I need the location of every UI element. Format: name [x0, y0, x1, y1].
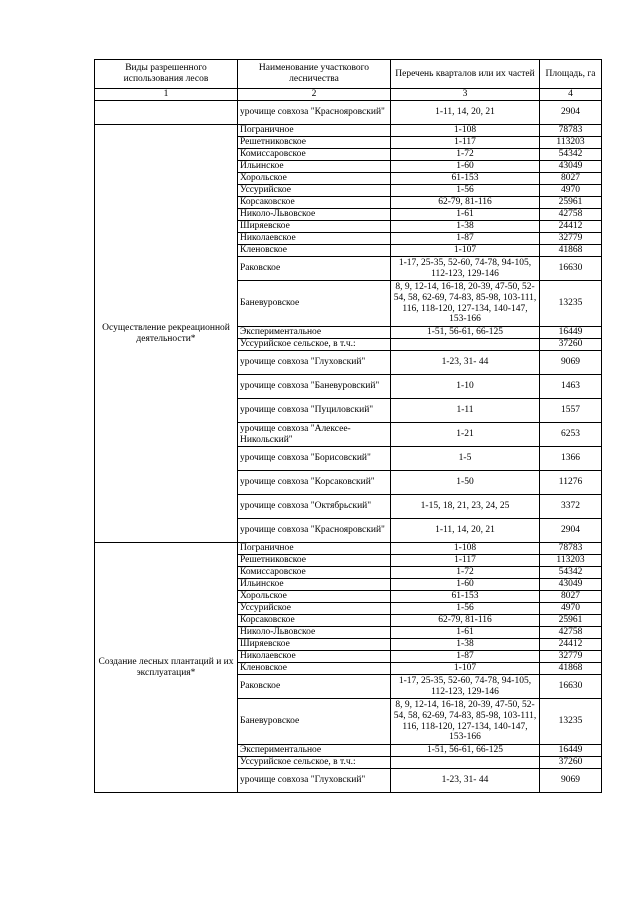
area-cell: 16630 [540, 675, 602, 699]
quarters-cell [391, 757, 540, 769]
quarters-cell: 1-60 [391, 579, 540, 591]
forestry-name-cell: Ширяевское [238, 639, 391, 651]
forestry-name-cell: Ширяевское [238, 221, 391, 233]
forestry-name-cell: Пограничное [238, 543, 391, 555]
quarters-cell: 1-21 [391, 423, 540, 447]
quarters-cell: 1-107 [391, 245, 540, 257]
quarters-cell: 62-79, 81-116 [391, 615, 540, 627]
area-cell: 78783 [540, 125, 602, 137]
forestry-name-cell: урочище совхоза "Корсаковский" [238, 471, 391, 495]
quarters-cell: 1-108 [391, 125, 540, 137]
quarters-cell: 1-61 [391, 627, 540, 639]
forestry-name-cell: урочище совхоза "Алексее-Никольский" [238, 423, 391, 447]
forestry-name-cell: Николо-Львовское [238, 627, 391, 639]
quarters-cell: 1-38 [391, 639, 540, 651]
forestry-name-cell: Николаевское [238, 233, 391, 245]
forestry-name-cell: урочище совхоза "Глуховский" [238, 351, 391, 375]
area-cell: 54342 [540, 149, 602, 161]
forestry-name-cell: Уссурийское сельское, в т.ч.: [238, 339, 391, 351]
quarters-cell: 61-153 [391, 591, 540, 603]
quarters-cell: 1-51, 56-61, 66-125 [391, 745, 540, 757]
quarters-cell: 62-79, 81-116 [391, 197, 540, 209]
quarters-cell: 1-50 [391, 471, 540, 495]
quarters-cell: 1-117 [391, 555, 540, 567]
area-cell: 42758 [540, 209, 602, 221]
area-cell: 24412 [540, 221, 602, 233]
area-cell: 42758 [540, 627, 602, 639]
header-use-type: Виды разрешенного использования лесов [95, 60, 238, 89]
quarters-cell: 1-61 [391, 209, 540, 221]
area-cell: 16449 [540, 745, 602, 757]
use-type-cell [95, 101, 238, 125]
forestry-name-cell: Кленовское [238, 245, 391, 257]
area-cell: 25961 [540, 615, 602, 627]
quarters-cell: 1-11 [391, 399, 540, 423]
quarters-cell: 1-60 [391, 161, 540, 173]
quarters-cell: 8, 9, 12-14, 16-18, 20-39, 47-50, 52-54, 58, 62-69, 74-83, 85-98, 103-111, 116, 118-120, 127-134, 140-147, 153-166 [391, 281, 540, 327]
use-type-cell: Создание лесных плантаций и их эксплуатация* [95, 543, 238, 793]
area-cell: 4970 [540, 185, 602, 197]
table-body [95, 101, 602, 793]
column-number: 3 [391, 89, 540, 101]
quarters-cell: 1-72 [391, 567, 540, 579]
forestry-name-cell: Баневуровское [238, 699, 391, 745]
forestry-name-cell: Кленовское [238, 663, 391, 675]
column-number: 4 [540, 89, 602, 101]
quarters-cell: 1-87 [391, 233, 540, 245]
quarters-cell: 1-17, 25-35, 52-60, 74-78, 94-105, 112-123, 129-146 [391, 257, 540, 281]
area-cell: 16449 [540, 327, 602, 339]
forestry-name-cell: урочище совхоза "Октябрьский" [238, 495, 391, 519]
header-row [95, 60, 602, 89]
area-cell: 24412 [540, 639, 602, 651]
area-cell: 32779 [540, 651, 602, 663]
area-cell: 43049 [540, 161, 602, 173]
quarters-cell: 1-107 [391, 663, 540, 675]
area-cell: 78783 [540, 543, 602, 555]
forestry-name-cell: Решетниковское [238, 555, 391, 567]
quarters-cell: 1-23, 31- 44 [391, 769, 540, 793]
quarters-cell: 1-87 [391, 651, 540, 663]
area-cell: 1557 [540, 399, 602, 423]
forestry-name-cell: урочище совхоза "Краснояровский" [238, 519, 391, 543]
area-cell: 32779 [540, 233, 602, 245]
area-cell: 3372 [540, 495, 602, 519]
forestry-name-cell: Раковское [238, 675, 391, 699]
quarters-cell: 1-38 [391, 221, 540, 233]
forestry-name-cell: Комиссаровское [238, 149, 391, 161]
forest-use-table [94, 59, 602, 793]
area-cell: 9069 [540, 769, 602, 793]
forestry-name-cell: урочище совхоза "Пуциловский" [238, 399, 391, 423]
area-cell: 2904 [540, 101, 602, 125]
forestry-name-cell: урочище совхоза "Баневуровский" [238, 375, 391, 399]
forestry-name-cell: Баневуровское [238, 281, 391, 327]
quarters-cell: 1-11, 14, 20, 21 [391, 519, 540, 543]
forestry-name-cell: Корсаковское [238, 615, 391, 627]
quarters-cell: 1-56 [391, 185, 540, 197]
quarters-cell: 1-10 [391, 375, 540, 399]
quarters-cell: 1-108 [391, 543, 540, 555]
area-cell: 4970 [540, 603, 602, 615]
area-cell: 8027 [540, 591, 602, 603]
area-cell: 1463 [540, 375, 602, 399]
column-number: 2 [238, 89, 391, 101]
forestry-name-cell: Уссурийское сельское, в т.ч.: [238, 757, 391, 769]
forestry-name-cell: Экспериментальное [238, 745, 391, 757]
quarters-cell: 1-15, 18, 21, 23, 24, 25 [391, 495, 540, 519]
area-cell: 13235 [540, 281, 602, 327]
area-cell: 2904 [540, 519, 602, 543]
area-cell: 11276 [540, 471, 602, 495]
column-number-row [95, 89, 602, 101]
forestry-name-cell: Комиссаровское [238, 567, 391, 579]
quarters-cell: 1-17, 25-35, 52-60, 74-78, 94-105, 112-123, 129-146 [391, 675, 540, 699]
quarters-cell: 1-51, 56-61, 66-125 [391, 327, 540, 339]
area-cell: 9069 [540, 351, 602, 375]
forestry-name-cell: Николаевское [238, 651, 391, 663]
area-cell: 113203 [540, 555, 602, 567]
area-cell: 54342 [540, 567, 602, 579]
forestry-name-cell: Корсаковское [238, 197, 391, 209]
forestry-name-cell: Ильинское [238, 579, 391, 591]
quarters-cell: 61-153 [391, 173, 540, 185]
forestry-name-cell: Уссурийское [238, 185, 391, 197]
use-type-cell: Осуществление рекреационной деятельности* [95, 125, 238, 543]
table-row [95, 101, 602, 125]
forestry-name-cell: Хорольское [238, 591, 391, 603]
area-cell: 37260 [540, 757, 602, 769]
header-area: Площадь, га [540, 60, 602, 89]
forestry-name-cell: Решетниковское [238, 137, 391, 149]
area-cell: 25961 [540, 197, 602, 209]
table-row [95, 125, 602, 137]
area-cell: 41868 [540, 663, 602, 675]
area-cell: 1366 [540, 447, 602, 471]
forestry-name-cell: урочище совхоза "Краснояровский" [238, 101, 391, 125]
forestry-name-cell: Уссурийское [238, 603, 391, 615]
quarters-cell: 1-56 [391, 603, 540, 615]
forestry-name-cell: Николо-Львовское [238, 209, 391, 221]
area-cell: 41868 [540, 245, 602, 257]
area-cell: 37260 [540, 339, 602, 351]
forestry-name-cell: Хорольское [238, 173, 391, 185]
area-cell: 13235 [540, 699, 602, 745]
quarters-cell [391, 339, 540, 351]
quarters-cell: 1-72 [391, 149, 540, 161]
area-cell: 16630 [540, 257, 602, 281]
quarters-cell: 1-5 [391, 447, 540, 471]
quarters-cell: 1-117 [391, 137, 540, 149]
forestry-name-cell: Экспериментальное [238, 327, 391, 339]
quarters-cell: 1-11, 14, 20, 21 [391, 101, 540, 125]
forestry-name-cell: Пограничное [238, 125, 391, 137]
area-cell: 43049 [540, 579, 602, 591]
header-forestry-name: Наименование участкового лесничества [238, 60, 391, 89]
table-row [95, 543, 602, 555]
forestry-name-cell: Ильинское [238, 161, 391, 173]
forestry-name-cell: Раковское [238, 257, 391, 281]
area-cell: 113203 [540, 137, 602, 149]
forestry-name-cell: урочище совхоза "Глуховский" [238, 769, 391, 793]
header-quarters: Перечень кварталов или их частей [391, 60, 540, 89]
quarters-cell: 1-23, 31- 44 [391, 351, 540, 375]
column-number: 1 [95, 89, 238, 101]
area-cell: 8027 [540, 173, 602, 185]
forestry-name-cell: урочище совхоза "Борисовский" [238, 447, 391, 471]
area-cell: 6253 [540, 423, 602, 447]
quarters-cell: 8, 9, 12-14, 16-18, 20-39, 47-50, 52-54, 58, 62-69, 74-83, 85-98, 103-111, 116, 118-120, 127-134, 140-147, 153-166 [391, 699, 540, 745]
